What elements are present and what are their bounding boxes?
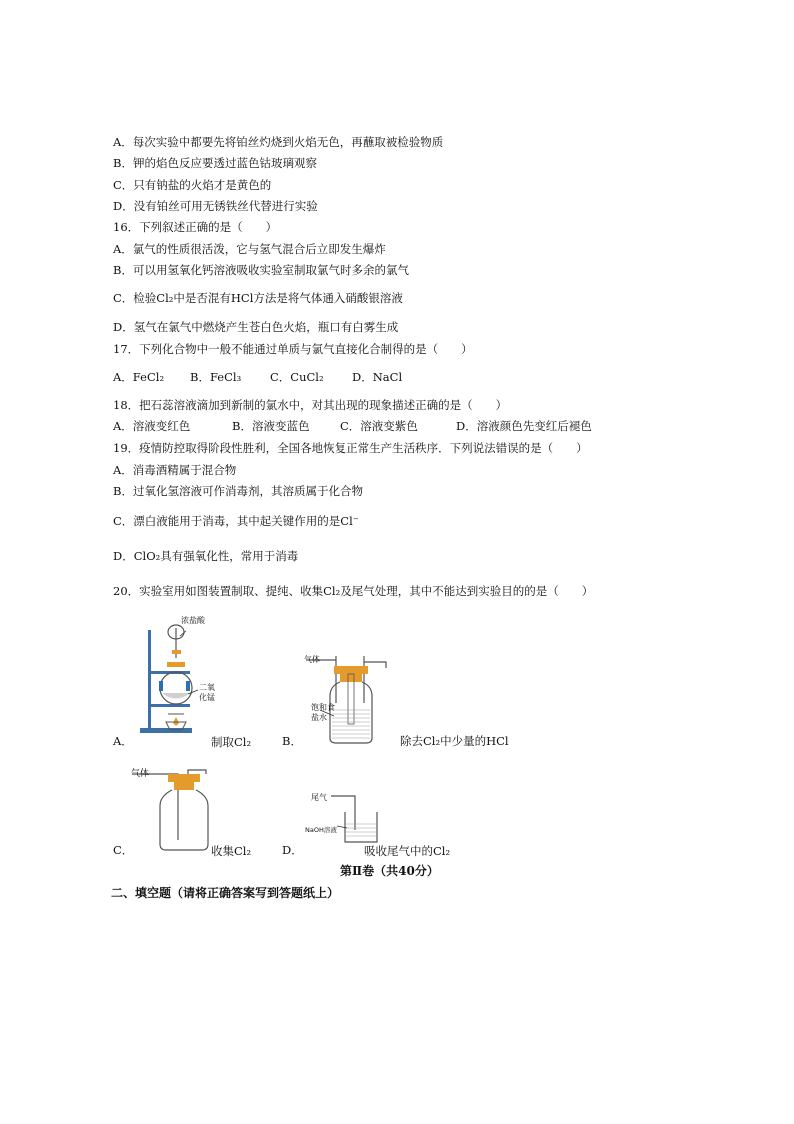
fig-c-label-gas: 气体 xyxy=(131,769,150,779)
q16-option-a: A．氯气的性质很活泼，它与氢气混合后立即发生爆炸 xyxy=(113,242,386,256)
q20-fig-c-caption: 收集Cl₂ xyxy=(211,844,252,858)
fig-a-label-mno2: 二氧 xyxy=(199,683,215,692)
q18-option-d: D．溶液颜色先变红后褪色 xyxy=(456,419,592,433)
fig-d-label-gas: 尾气 xyxy=(311,793,327,802)
q19-option-d: D．ClO₂具有强氧化性，常用于消毒 xyxy=(113,549,299,563)
fig-b-label-gas: 气体 xyxy=(304,655,320,664)
q17-option-a: A．FeCl₂ xyxy=(113,370,165,384)
q15-option-b: B．钾的焰色反应要透过蓝色钴玻璃观察 xyxy=(113,156,317,170)
fig-d-label-naoh: NaOH溶液 xyxy=(305,826,337,834)
q17-option-c: C．CuCl₂ xyxy=(270,370,324,384)
q18-stem: 18．把石蕊溶液滴加到新制的氯水中，对其出现的现象描述正确的是（ ） xyxy=(113,398,508,412)
q15-option-d: D．没有铂丝可用无锈铁丝代替进行实验 xyxy=(113,199,318,213)
q20-fig-d-letter: D． xyxy=(282,843,303,857)
q16-option-d: D．氢气在氯气中燃烧产生苍白色火焰，瓶口有白雾生成 xyxy=(113,320,399,334)
q19-option-c: C．漂白液能用于消毒，其中起关键作用的是Cl⁻ xyxy=(113,514,359,528)
q20-fig-b-letter: B． xyxy=(282,734,302,748)
fig-a-chlorine-generator xyxy=(128,618,218,744)
q20-stem: 20．实验室用如图装置制取、提纯、收集Cl₂及尾气处理，其中不能达到实验目的的是（ ） xyxy=(113,584,594,598)
fig-a-label-mno2b: 化锰 xyxy=(199,693,215,702)
q20-fig-b-caption: 除去Cl₂中少量的HCl xyxy=(400,734,509,748)
q19-option-a: A．消毒酒精属于混合物 xyxy=(113,463,237,477)
q17-stem: 17．下列化合物中一般不能通过单质与氯气直接化合制得的是（ ） xyxy=(113,342,473,356)
fill-in-section-title: 二、填空题（请将正确答案写到答题纸上） xyxy=(111,886,340,900)
q18-option-b: B．溶液变蓝色 xyxy=(232,419,310,433)
q16-option-b: B．可以用氢氧化钙溶液吸收实验室制取氯气时多余的氯气 xyxy=(113,263,409,277)
q18-option-c: C．溶液变紫色 xyxy=(340,419,418,433)
fig-a-label-acid: 浓盐酸 xyxy=(181,616,205,625)
q17-option-b: B．FeCl₃ xyxy=(190,370,242,384)
q16-stem: 16．下列叙述正确的是（ ） xyxy=(113,220,278,234)
q19-option-b: B．过氧化氢溶液可作消毒剂，其溶质属于化合物 xyxy=(113,484,363,498)
q17-option-d: D．NaCl xyxy=(352,370,403,384)
q15-option-c: C．只有钠盐的火焰才是黄色的 xyxy=(113,178,272,192)
q20-fig-a-letter: A． xyxy=(113,734,133,748)
q16-option-c: C．检验Cl₂中是否混有HCl方法是将气体通入硝酸银溶液 xyxy=(113,291,403,305)
fig-b-label-sol: 饱和食 xyxy=(311,703,335,712)
q15-option-a: A．每次实验中都要先将铂丝灼烧到火焰无色，再蘸取被检验物质 xyxy=(113,135,444,149)
part-2-heading: 第Ⅱ卷（共40分） xyxy=(340,864,439,878)
q20-fig-a-caption: 制取Cl₂ xyxy=(211,735,252,749)
q20-fig-c-letter: C． xyxy=(113,843,134,857)
q19-stem: 19．疫情防控取得阶段性胜利，全国各地恢复正常生产生活秩序．下列说法错误的是（ ） xyxy=(113,441,588,455)
fig-b-label-sol2: 盐水 xyxy=(311,713,327,722)
q18-option-a: A．溶液变红色 xyxy=(113,419,191,433)
q20-fig-d-caption: 吸收尾气中的Cl₂ xyxy=(364,844,451,858)
